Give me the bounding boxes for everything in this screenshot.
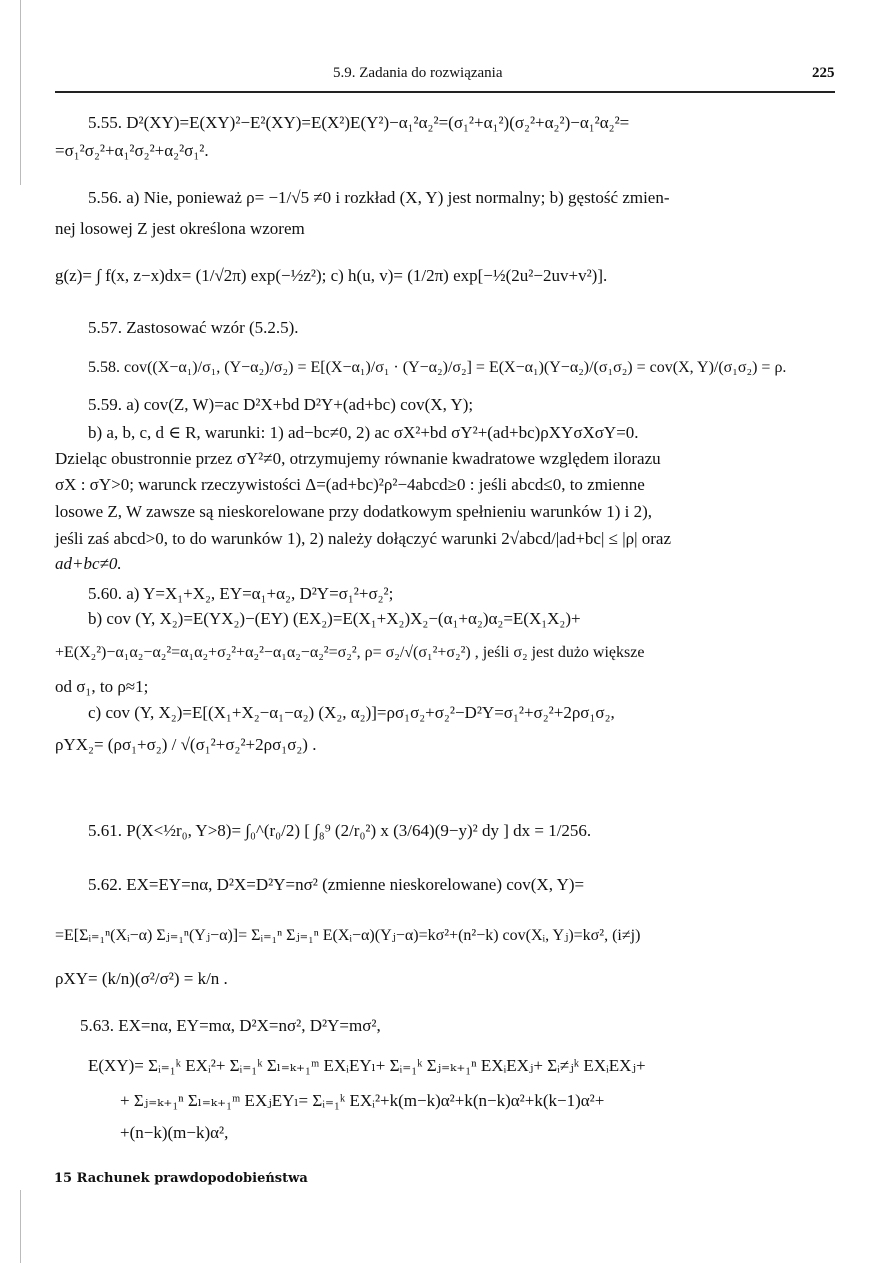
solution-5-60c: c) cov (Y, X₂)=E[(X₁+X₂−α₁−α₂) (X₂, α₂)]=ρσ₁σ₂+σ₂²−D²Y=σ₁²+σ₂²+2ρσ₁σ₂, [88, 703, 615, 722]
solution-5-60a: 5.60. a) Y=X₁+X₂, EY=α₁+α₂, D²Y=σ₁²+σ₂²; [88, 584, 394, 603]
formula-exy: E(XY)= Σᵢ₌₁ᵏ EXᵢ²+ Σᵢ₌₁ᵏ Σₗ₌ₖ₊₁ᵐ EXᵢEYₗ+ Σᵢ₌₁ᵏ Σⱼ₌ₖ₊₁ⁿ EXᵢEXⱼ+ Σᵢ≠ⱼᵏ EXᵢEXⱼ+ [88, 1056, 646, 1075]
text-line: Dzieląc obustronnie przez σY²≠0, otrzymujemy równanie kwadratowe względem ilorazu [55, 449, 661, 468]
solution-5-56-cont: nej losowej Z jest określona wzorem [55, 219, 305, 238]
solution-5-55: 5.55. D²(XY)=E(XY)²−E²(XY)=E(X²)E(Y²)−α₁²α₂²=(σ₁²+α₁²)(σ₂²+α₂²)−α₁²α₂²= [88, 113, 630, 132]
solution-5-60b: b) cov (Y, X₂)=E(YX₂)−(EY) (EX₂)=E(X₁+X₂)X₂−(α₁+α₂)α₂=E(X₁X₂)+ [88, 609, 581, 628]
text-line: σX : σY>0; warunck rzeczywistości Δ=(ad+bc)²ρ²−4abcd≥0 : jeśli abcd≤0, to zmienne [55, 475, 645, 494]
formula-rho-xy: ρXY= (k/n)(σ²/σ²) = k/n . [55, 969, 228, 988]
solution-5-59a: 5.59. a) cov(Z, W)=ac D²X+bd D²Y+(ad+bc) cov(X, Y); [88, 395, 474, 414]
formula-exy-end: +(n−k)(m−k)α², [120, 1123, 229, 1142]
running-header: 5.9. Zadania do rozwiązania [333, 65, 503, 81]
solution-5-56: 5.56. a) Nie, ponieważ ρ= −1/√5 ≠0 i rozkład (X, Y) jest normalny; b) gęstość zmien- [88, 188, 670, 207]
solution-5-55-cont: =σ₁²σ₂²+α₁²σ₂²+α₂²σ₁². [55, 141, 209, 160]
solution-5-58: 5.58. cov((X−α₁)/σ₁, (Y−α₂)/σ₂) = E[(X−α₁)/σ₁ · (Y−α₂)/σ₂] = E(X−α₁)(Y−α₂)/(σ₁σ₂) = cov(X, Y)/(σ₁σ₂) = ρ. [88, 359, 787, 376]
solution-5-59b: b) a, b, c, d ∈ R, warunki: 1) ad−bc≠0, 2) ac σX²+bd σY²+(ad+bc)ρXYσXσY=0. [88, 423, 639, 442]
footer-signature: 15 Rachunek prawdopodobieństwa [54, 1171, 308, 1186]
scan-edge [20, 0, 21, 185]
formula-g-z: g(z)= ∫ f(x, z−x)dx= (1/√2π) exp(−½z²); c) h(u, v)= (1/2π) exp[−½(2u²−2uv+v²)]. [55, 266, 608, 285]
header-rule [55, 91, 835, 93]
formula-exy-cont: + Σⱼ₌ₖ₊₁ⁿ Σₗ₌ₖ₊₁ᵐ EXⱼEYₗ= Σᵢ₌₁ᵏ EXᵢ²+k(m−k)α²+k(n−k)α²+k(k−1)α²+ [120, 1091, 605, 1110]
text-line: =E[Σᵢ₌₁ⁿ(Xᵢ−α) Σⱼ₌₁ⁿ(Yⱼ−α)]= Σᵢ₌₁ⁿ Σⱼ₌₁ⁿ E(Xᵢ−α)(Yⱼ−α)=kσ²+(n²−k) cov(Xᵢ, Yⱼ)=kσ², (i≠j) [55, 927, 641, 944]
text-line: jeśli zaś abcd>0, to do warunków 1), 2) należy dołączyć warunki 2√abcd/|ad+bc| ≤ |ρ| oraz [55, 529, 671, 548]
scan-edge [20, 1190, 21, 1263]
text-line: ad+bc≠0. [55, 554, 122, 573]
page-number: 225 [812, 65, 835, 81]
formula-rho-yx2: ρYX₂= (ρσ₁+σ₂) / √(σ₁²+σ₂²+2ρσ₁σ₂) . [55, 735, 317, 754]
solution-5-62: 5.62. EX=EY=nα, D²X=D²Y=nσ² (zmienne nieskorelowane) cov(X, Y)= [88, 875, 585, 894]
text-line: od σ₁, to ρ≈1; [55, 677, 149, 696]
solution-5-61: 5.61. P(X<½r₀, Y>8)= ∫₀^(r₀/2) [ ∫₈⁹ (2/r₀²) x (3/64)(9−y)² dy ] dx = 1/256. [88, 821, 592, 840]
solution-5-63: 5.63. EX=nα, EY=mα, D²X=nσ², D²Y=mσ², [80, 1016, 381, 1035]
text-line: +E(X₂²)−α₁α₂−α₂²=α₁α₂+σ₂²+α₂²−α₁α₂−α₂²=σ₂², ρ= σ₂/√(σ₁²+σ₂²) , jeśli σ₂ jest dużo większe [55, 644, 645, 661]
text-line: losowe Z, W zawsze są nieskorelowane przy dodatkowym spełnieniu warunków 1) i 2), [55, 502, 653, 521]
solution-5-57: 5.57. Zastosować wzór (5.2.5). [88, 318, 299, 337]
